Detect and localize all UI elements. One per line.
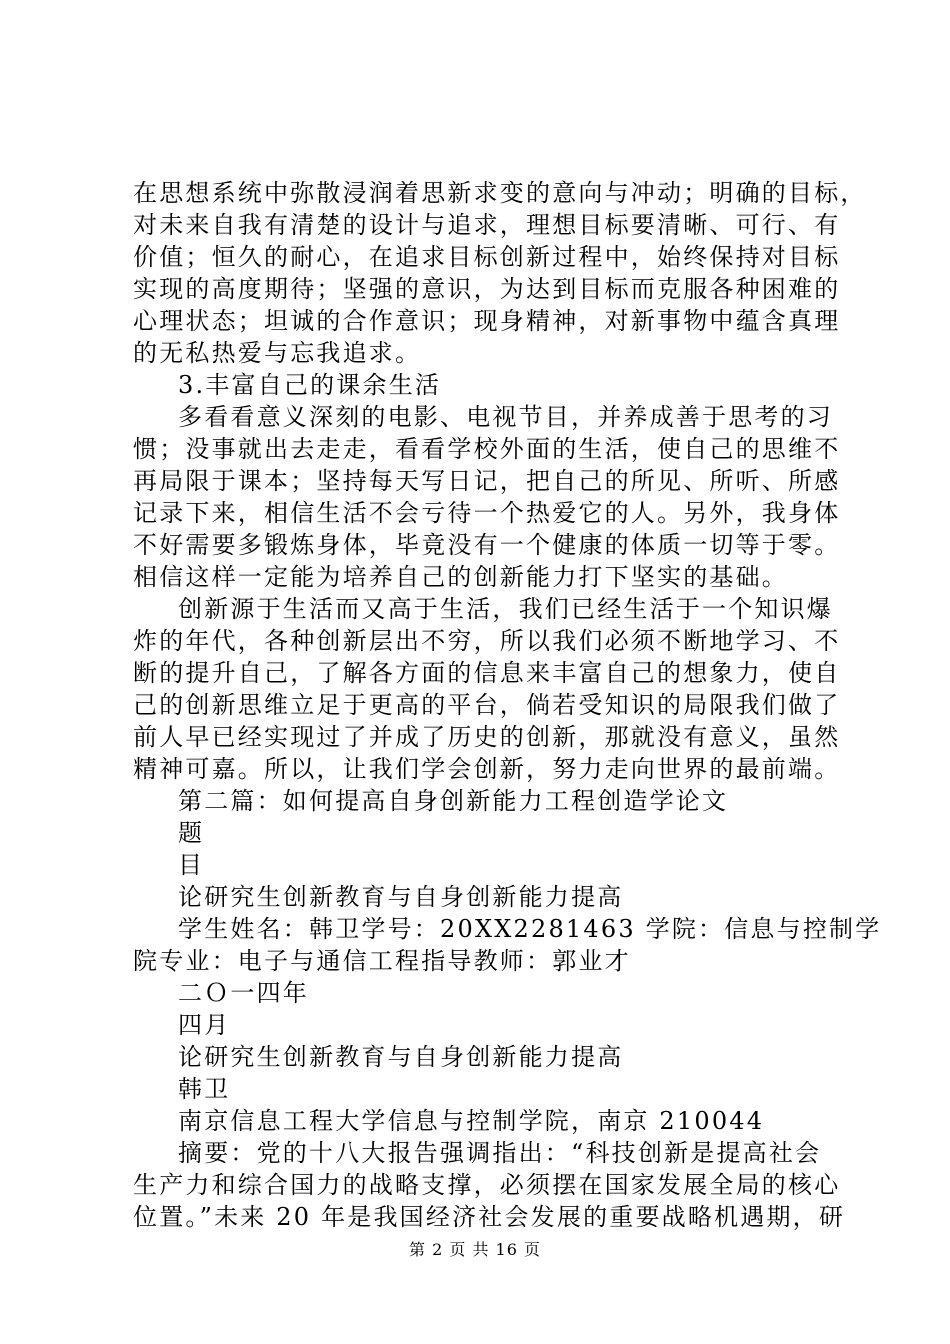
affiliation: 南京信息工程大学信息与控制学院，南京 210044 bbox=[178, 1107, 765, 1135]
student-info-line: 学生姓名：韩卫学号：20XX2281463 学院：信息与控制学 bbox=[178, 915, 882, 943]
abstract-line: 生产力和综合国力的战略支撑，必须摆在国家发展全局的核心 bbox=[133, 1171, 841, 1199]
section-heading: 3.丰富自己的课余生活 bbox=[178, 371, 442, 399]
thesis-title-repeat: 论研究生创新教育与自身创新能力提高 bbox=[178, 1043, 624, 1071]
body-text-line: 多看看意义深刻的电影、电视节目，并养成善于思考的习 bbox=[178, 403, 833, 431]
body-text-line: 记录下来，相信生活不会亏待一个热爱它的人。另外，我身体 bbox=[133, 499, 841, 527]
body-text-line: 实现的高度期待；坚强的意识，为达到目标而克服各种困难的 bbox=[133, 275, 841, 303]
body-text-line: 在思想系统中弥散浸润着思新求变的意向与冲动；明确的目标， bbox=[133, 179, 867, 207]
body-text-line: 前人早已经实现过了并成了历史的创新，那就没有意义，虽然 bbox=[133, 723, 841, 751]
body-text-line: 相信这样一定能为培养自己的创新能力打下坚实的基础。 bbox=[133, 563, 788, 591]
abstract-line: 位置。”未来 20 年是我国经济社会发展的重要战略机遇期，研 bbox=[133, 1203, 846, 1231]
title-label-char: 目 bbox=[178, 851, 205, 879]
author-name: 韩卫 bbox=[178, 1075, 231, 1103]
date-month: 四月 bbox=[178, 1011, 231, 1039]
body-text-line: 创新源于生活而又高于生活，我们已经生活于一个知识爆 bbox=[178, 595, 833, 623]
body-text-line: 精神可嘉。所以，让我们学会创新，努力走向世界的最前端。 bbox=[133, 755, 841, 783]
student-info-line: 院专业：电子与通信工程指导教师：郭业才 bbox=[133, 947, 631, 975]
body-text-line: 断的提升自己，了解各方面的信息来丰富自己的想象力，使自 bbox=[133, 659, 841, 687]
body-text-line: 价值；恒久的耐心，在追求目标创新过程中，始终保持对目标 bbox=[133, 243, 841, 271]
date-year: 二Ｏ一四年 bbox=[178, 979, 309, 1007]
body-text-line: 心理状态；坦诚的合作意识；现身精神，对新事物中蕴含真理 bbox=[133, 307, 841, 335]
body-text-line: 再局限于课本；坚持每天写日记，把自己的所见、所听、所感 bbox=[133, 467, 841, 495]
body-text-line: 己的创新思维立足于更高的平台，倘若受知识的局限我们做了 bbox=[133, 691, 841, 719]
page-number-footer: 第 2 页 共 16 页 bbox=[409, 1240, 541, 1259]
body-text-line: 的无私热爱与忘我追求。 bbox=[133, 339, 422, 367]
abstract-line: 摘要：党的十八大报告强调指出：“科技创新是提高社会 bbox=[178, 1139, 822, 1167]
body-text-line: 不好需要多锻炼身体，毕竟没有一个健康的体质一切等于零。 bbox=[133, 531, 841, 559]
title-label-char: 题 bbox=[178, 819, 205, 847]
body-text-line: 炸的年代，各种创新层出不穷，所以我们必须不断地学习、不 bbox=[133, 627, 841, 655]
part-title: 第二篇：如何提高自身创新能力工程创造学论文 bbox=[178, 787, 729, 815]
body-text-line: 惯；没事就出去走走，看看学校外面的生活，使自己的思维不 bbox=[133, 435, 841, 463]
thesis-title: 论研究生创新教育与自身创新能力提高 bbox=[178, 883, 624, 911]
body-text-line: 对未来自我有清楚的设计与追求，理想目标要清晰、可行、有 bbox=[133, 211, 841, 239]
